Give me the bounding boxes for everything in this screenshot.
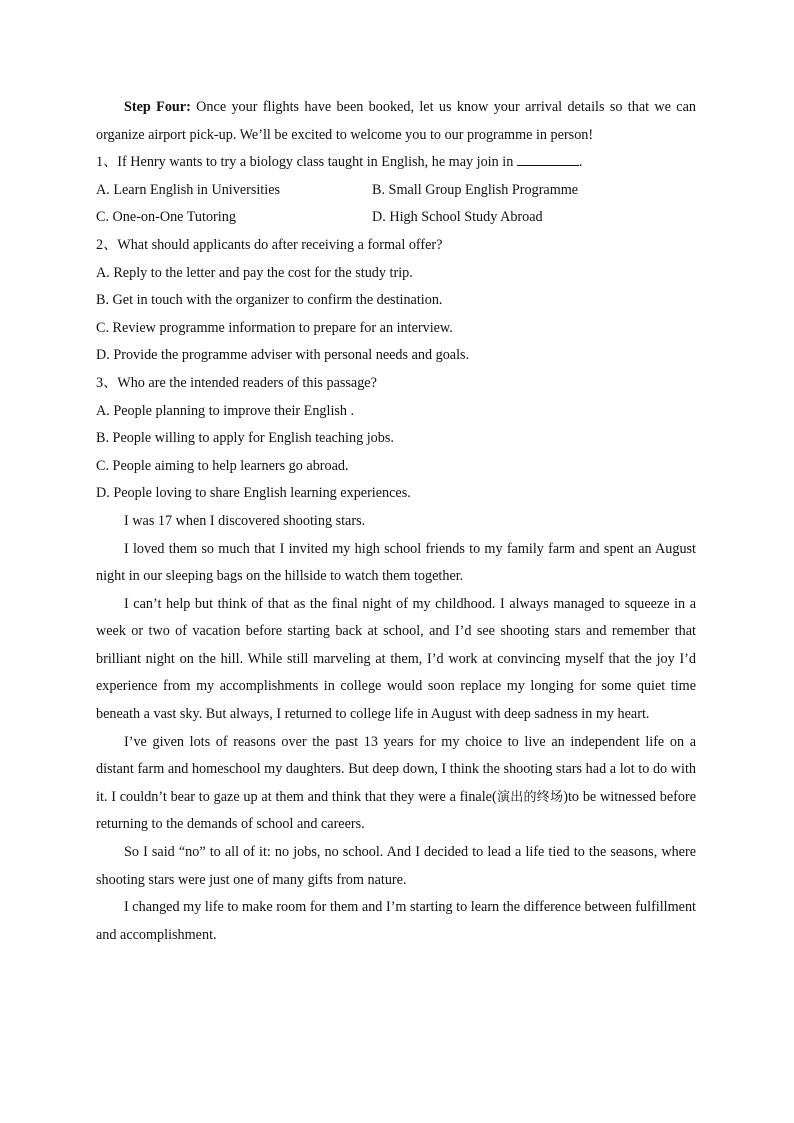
- question-1-options-row-2: [96, 204, 696, 232]
- option-c: C. Review programme information to prepare for an interview.: [96, 319, 453, 336]
- answer-blank: [517, 151, 579, 166]
- option-d: D. Provide the programme adviser with personal needs and goals.: [96, 347, 470, 364]
- question-text: If Henry wants to try a biology class taught in English, he may join in: [117, 154, 517, 171]
- option-c: C. People aiming to help learners go abroad.: [96, 457, 349, 474]
- story-paragraph-6: I changed my life to make room for them and I’m starting to learn the difference between fulfillment and accomplishment.: [96, 899, 696, 943]
- option-b: B. Get in touch with the organizer to confirm the destination.: [96, 292, 443, 309]
- step-four-paragraph: [96, 94, 696, 149]
- story-paragraph-5: So I said “no” to all of it: no jobs, no school. And I decided to lead a life tied to the seasons, where shooting stars were just one of many gifts from nature.: [96, 844, 696, 888]
- story-paragraph-2: I loved them so much that I invited my high school friends to my family farm and spent an August night in our sleeping bags on the hillside to watch them together.: [96, 540, 696, 585]
- document-page: [96, 94, 696, 949]
- option-a: A. People planning to improve their English .: [96, 402, 355, 419]
- step-four-label: Step Four:: [124, 99, 191, 115]
- question-2: [96, 232, 696, 260]
- option-a: A. Reply to the letter and pay the cost for the study trip.: [96, 264, 413, 281]
- question-number: 2、: [96, 236, 118, 253]
- question-1: [96, 149, 696, 177]
- question-text: Who are the intended readers of this passage?: [117, 374, 377, 391]
- question-number: 3、: [96, 374, 118, 391]
- question-1-options-row-1: [96, 177, 696, 205]
- option-c: C. One-on-One Tutoring: [96, 209, 236, 226]
- question-text-end: .: [578, 154, 583, 171]
- option-d: D. High School Study Abroad: [372, 209, 543, 226]
- option-b: B. Small Group English Programme: [372, 181, 579, 198]
- story-paragraph-1: I was 17 when I discovered shooting stars.: [124, 512, 366, 529]
- option-a: A. Learn English in Universities: [96, 181, 281, 198]
- question-text: What should applicants do after receiving a formal offer?: [117, 236, 443, 253]
- option-d: D. People loving to share English learning experiences.: [96, 485, 411, 502]
- chinese-gloss: 演出的终场: [496, 789, 564, 805]
- story-paragraph-4-text: I’ve given lots of reasons over the past 13 years for my choice to live an independent life on a distant farm and homeschool my daughters. But deep down, I think the shooting stars had a lot to do with it. I couldn’t bear to gaze up at them and think that they were a finale(: [96, 733, 696, 805]
- question-number: 1、: [96, 154, 118, 171]
- question-3: [96, 370, 696, 398]
- step-four-text: Once your flights have been booked, let us know your arrival details so that we can organize airport pick-up. We’ll be excited to welcome you to our programme in person!: [96, 99, 696, 143]
- story-paragraph-4-text-end: )to be witnessed before returning to the demands of school and careers.: [96, 788, 696, 833]
- option-b: B. People willing to apply for English teaching jobs.: [96, 430, 394, 447]
- story-paragraph-3: I can’t help but think of that as the final night of my childhood. I always managed to squeeze in a week or two of vacation before starting back at school, and I’d see shooting stars and remember that brilliant night on the hill. While still marveling at them, I’d work at convincing myself that the joy I’d experience from my accomplishments in college would soon replace my longing for some quiet time beneath a vast sky. But always, I returned to college life in August with deep sadness in my heart.: [96, 595, 696, 723]
- story-paragraph-4: [96, 729, 696, 839]
